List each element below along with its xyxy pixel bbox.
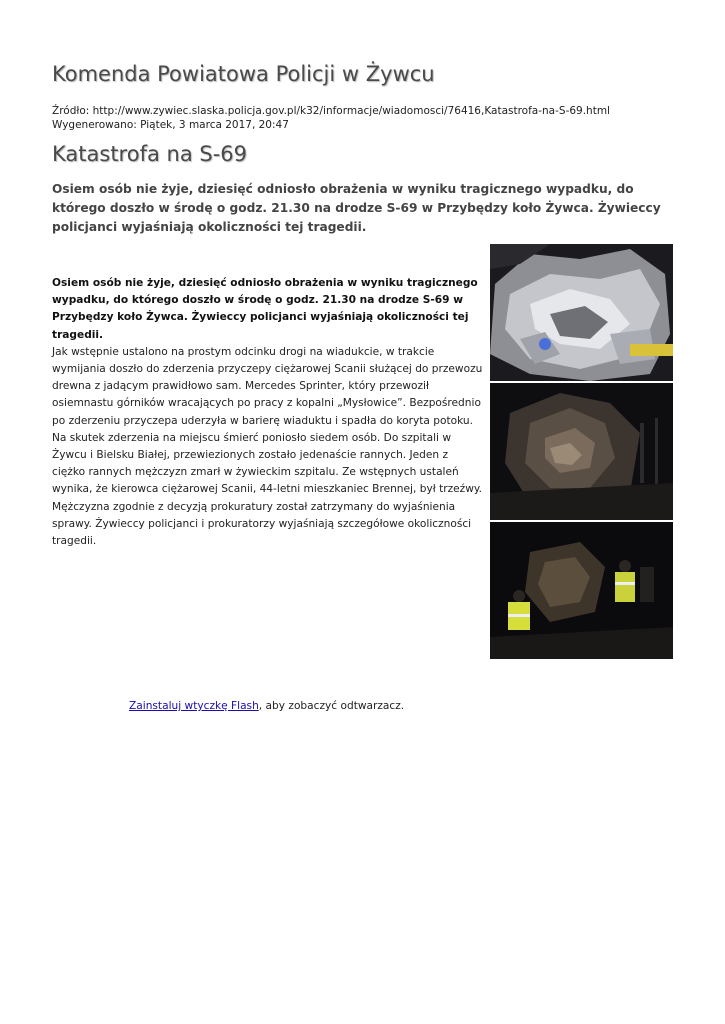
photo-gallery — [490, 244, 673, 661]
source-line: Źródło: http://www.zywiec.slaska.policja.gov.pl/k32/informacje/wiadomosci/76416,Katastrofa-na-S-69.html — [52, 105, 610, 117]
article-body-text: Jak wstępnie ustalono na prostym odcinku drogi na wiadukcie, w trakcie wymijania doszło do zderzenia przyczepy ciężarowej Scanii służącej do przewozu drewna z jadącym prawidłowo sam. Mercedes Sprinter, który przewoził osiemnastu górników wracających po pracy z kopalni „Mysłowice”. Bezpośrednio po zderzeniu przyczepa uderzyła w barierę wiaduktu i spadła do koryta potoku. Na skutek zderzenia na miejscu śmierć poniosło siedem osób. Do szpitali w Żywcu i Bielsku Białej, przewiezionych zostało jedenaście rannych. Jeden z ciężko rannych mężczyzn zmarł w żywieckim szpitalu. Ze wstępnych ustaleń wynika, że kierowca ciężarowej Scanii, 44-letni mieszkaniec Brennej, był trzeźwy. Mężczyzna zgodnie z decyzją prokuratury został zatrzymany do wyjaśnienia sprawy. Żywieccy policjanci i prokuratorzy wyjaśniają szczegółowe okoliczności tragedii. — [52, 345, 483, 548]
article-lead: Osiem osób nie żyje, dziesięć odniosło obrażenia w wyniku tragicznego wypadku, do którego doszło w środę o godz. 21.30 na drodze S-69 w Przybędzy koło Żywca. Żywieccy policjanci wyjaśniają okoliczności tej tragedii. — [52, 182, 661, 234]
document-meta — [52, 104, 610, 132]
flash-notice-suffix: , aby zobaczyć odtwarzacz. — [258, 700, 405, 712]
photo-rescuers[interactable] — [490, 522, 673, 659]
article-title: Katastrofa na S-69 — [52, 142, 247, 166]
article-body — [52, 275, 484, 550]
photo-wreckage-1[interactable] — [490, 244, 673, 381]
flash-notice — [129, 700, 404, 712]
photo-wreckage-2[interactable] — [490, 383, 673, 520]
generated-line: Wygenerowano: Piątek, 3 marca 2017, 20:47 — [52, 119, 289, 131]
site-title: Komenda Powiatowa Policji w Żywcu — [52, 62, 435, 86]
install-flash-link[interactable]: Zainstaluj wtyczkę Flash — [129, 700, 259, 712]
article-intro-bold: Osiem osób nie żyje, dziesięć odniosło obrażenia w wyniku tragicznego wypadku, do którego doszło w środę o godz. 21.30 na drodze S-69 w Przybędzy koło Żywca. Żywieccy policjanci wyjaśniają okoliczności tej tragedii. — [52, 277, 478, 341]
